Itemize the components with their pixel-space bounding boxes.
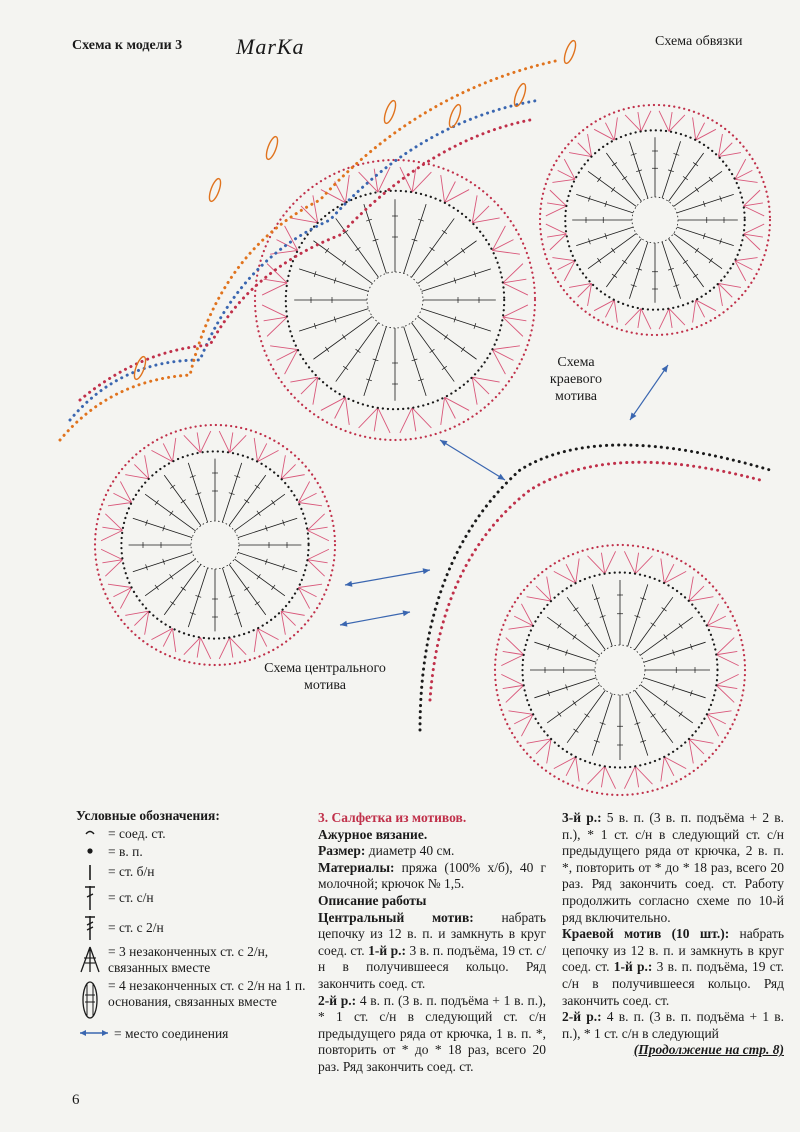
- row-3-text: 3-й р.: 5 в. п. (3 в. п. подъёма + 2 в. п.), * 1 ст. с/н в следующий ст. с/н предыдущего ряда от крючка, 2 в. п. *, повторить от * до * 18 раз, всего 20 раз. Ряд закончить соед. ст. Работу продолжить согласно схеме по 10-й ряд включительно.: [562, 810, 785, 925]
- join-arrow: [345, 568, 430, 586]
- border-chain: [70, 100, 540, 420]
- legend-item: = место соединения: [76, 1026, 311, 1042]
- page-number: 6: [72, 1092, 80, 1108]
- brand-signature: MarKa: [236, 34, 305, 59]
- edge-motif-label: Схема краевого мотива: [549, 355, 603, 404]
- central-motif-diagram: [255, 160, 535, 440]
- legend-item: = ст. б/н: [76, 862, 311, 882]
- edge-motif-text: Краевой мотив (10 шт.): набрать цепочку из 12 в. п. и замкнуть в круг соед. ст. 1-й р.: 3 в. п. подъёма, 19 ст. с/н в получившееся кольцо. Ряд закончить соед. ст.: [562, 926, 785, 1008]
- technique: Ажурное вязание.: [318, 826, 428, 842]
- join-arrow-icon: [76, 1026, 112, 1040]
- cluster-3-icon: [76, 944, 106, 976]
- header-title: Схема к модели 3: [72, 38, 183, 53]
- legend-item: = соед. ст.: [76, 826, 311, 842]
- continued-link: (Продолжение на стр. 8): [633, 1042, 784, 1058]
- cluster-4-icon: [76, 978, 106, 1024]
- cluster-symbol: [512, 82, 528, 107]
- cluster-symbol: [382, 99, 398, 124]
- article-title: 3. Салфетка из мотивов.: [318, 810, 467, 825]
- materials-line: Материалы: пряжа (100% х/б), 40 г молочной; крючок № 1,5.: [318, 859, 546, 892]
- legend-item: = 4 незаконченных ст. с 2/н на 1 п. основания, связанных вместе: [76, 978, 311, 1024]
- legend-item: = ст. с/н: [76, 884, 311, 912]
- legend-title: Условные обозначения:: [76, 808, 220, 823]
- legend-item: = в. п.: [76, 844, 311, 860]
- legend: [76, 808, 311, 1044]
- cluster-symbol: [562, 39, 578, 64]
- cluster-symbol: [207, 177, 223, 202]
- central-motif-text: Центральный мотив: набрать цепочку из 12 в. п. и замкнуть в круг соед. ст. 1-й р.: 3 в. п. подъёма, 19 ст. с/н в получившееся кольцо. Ряд закончить соед. ст.: [318, 909, 546, 991]
- motif-diagram: [95, 425, 335, 665]
- edge-row-2-text: 2-й р.: 4 в. п. (3 в. п. подъёма + 1 в. п.), * 1 ст. с/н в следующий: [562, 1009, 785, 1041]
- edge-motif-diagram: [540, 105, 770, 335]
- single-crochet-icon: [76, 862, 106, 882]
- border-chain: [80, 120, 530, 400]
- row-2-text: 2-й р.: 4 в. п. (3 в. п. подъёма + 1 в. п.), * 1 ст. с/н в следующий ст. с/н предыдущего ряда от крючка, 1 в. п. *, повторить от * до * 18 раз, всего 20 раз. Ряд закончить соед. ст.: [318, 992, 546, 1074]
- central-motif-label: Схема центрального мотива: [264, 661, 386, 693]
- cluster-symbol: [447, 103, 463, 128]
- legend-item: = ст. с 2/н: [76, 914, 311, 942]
- legend-item: = 3 незаконченных ст. с 2/н, связанных вместе: [76, 944, 311, 976]
- size-line: Размер: диаметр 40 см.: [318, 843, 455, 859]
- cluster-symbol: [264, 135, 280, 160]
- treble-crochet-icon: [76, 914, 106, 942]
- description-heading: Описание работы: [318, 892, 427, 908]
- motif-diagram: [495, 545, 745, 795]
- double-crochet-icon: [76, 884, 106, 912]
- join-arrow: [630, 365, 668, 420]
- article-column-2: [562, 810, 784, 1059]
- border-chain: [430, 462, 760, 700]
- join-arrow: [340, 610, 410, 626]
- join-arrow: [440, 440, 505, 480]
- border-scheme-title: Схема обвязки: [655, 34, 743, 49]
- border-chain: [60, 60, 560, 440]
- border-chain: [420, 445, 770, 730]
- slip-stitch-icon: [76, 826, 106, 840]
- chain-icon: [76, 844, 106, 858]
- article-column-1: [318, 810, 546, 1076]
